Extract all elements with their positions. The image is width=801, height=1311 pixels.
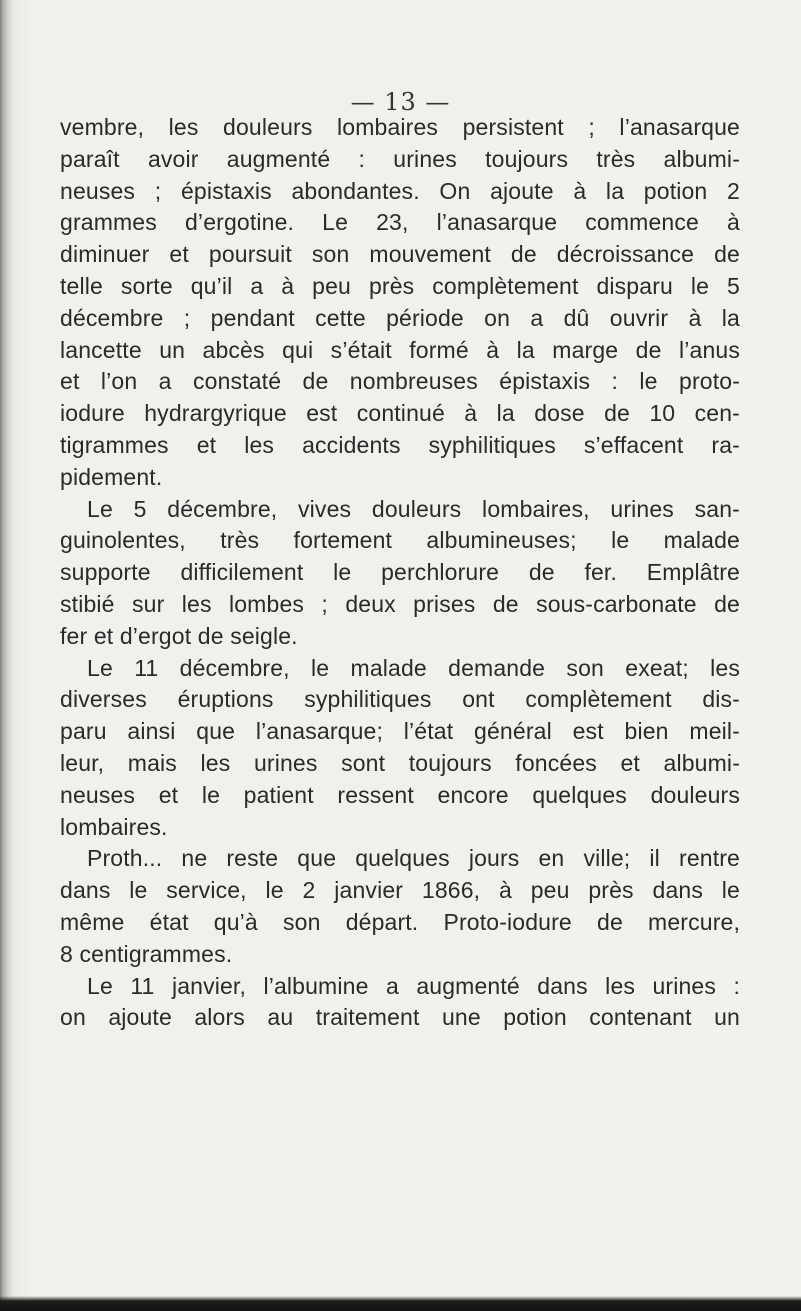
- text-line: paru ainsi que l’anasarque; l’état général est bien meil-: [60, 718, 740, 745]
- text-line: grammes d’ergotine. Le 23, l’anasarque commence à: [60, 209, 740, 236]
- text-line: neuses ; épistaxis abondantes. On ajoute à la potion 2: [60, 177, 740, 204]
- text-line: tigrammes et les accidents syphilitiques s’effacent ra-: [60, 431, 740, 458]
- text-line: Le 11 décembre, le malade demande son exeat; les: [87, 654, 740, 681]
- text-line: stibié sur les lombes ; deux prises de sous-carbonate de: [60, 590, 740, 617]
- page-bottom-edge: [0, 1296, 801, 1311]
- text-line: décembre ; pendant cette période on a dû ouvrir à la: [60, 304, 740, 331]
- text-line: diverses éruptions syphilitiques ont complètement dis-: [60, 686, 740, 713]
- text-line: fer et d’ergot de seigle.: [60, 622, 298, 649]
- text-line: Proth... ne reste que quelques jours en ville; il rentre: [87, 845, 740, 872]
- text-line: lombaires.: [60, 813, 168, 840]
- text-line: on ajoute alors au traitement une potion contenant un: [60, 1004, 740, 1031]
- text-line: Le 11 janvier, l’albumine a augmenté dans les urines :: [87, 972, 740, 999]
- text-line: dans le service, le 2 janvier 1866, à peu près dans le: [60, 877, 740, 904]
- text-line: vembre, les douleurs lombaires persistent ; l’anasarque: [60, 114, 740, 140]
- text-line: supporte difficilement le perchlorure de fer. Emplâtre: [60, 559, 740, 586]
- text-line: leur, mais les urines sont toujours foncées et albumi-: [60, 749, 740, 776]
- text-line: pidement.: [60, 463, 163, 490]
- text-line: iodure hydrargyrique est continué à la dose de 10 cen-: [60, 400, 740, 427]
- text-line: Le 5 décembre, vives douleurs lombaires, urines san-: [87, 495, 740, 522]
- text-line: telle sorte qu’il a à peu près complètement disparu le 5: [60, 272, 740, 299]
- text-line: même état qu’à son départ. Proto-iodure de mercure,: [60, 908, 740, 935]
- text-line: paraît avoir augmenté : urines toujours très albumi-: [60, 145, 740, 172]
- text-line: et l’on a constaté de nombreuses épistaxis : le proto-: [60, 368, 740, 395]
- body-text: [60, 112, 740, 1034]
- text-line: 8 centigrammes.: [60, 940, 233, 967]
- text-line: lancette un abcès qui s’était formé à la marge de l’anus: [60, 336, 740, 363]
- page-number: — 13 —: [350, 88, 451, 116]
- text-line: guinolentes, très fortement albumineuses; le malade: [60, 527, 740, 554]
- text-line: diminuer et poursuit son mouvement de décroissance de: [60, 241, 740, 268]
- text-line: neuses et le patient ressent encore quelques douleurs: [60, 781, 740, 808]
- binding-gutter: [0, 0, 14, 1311]
